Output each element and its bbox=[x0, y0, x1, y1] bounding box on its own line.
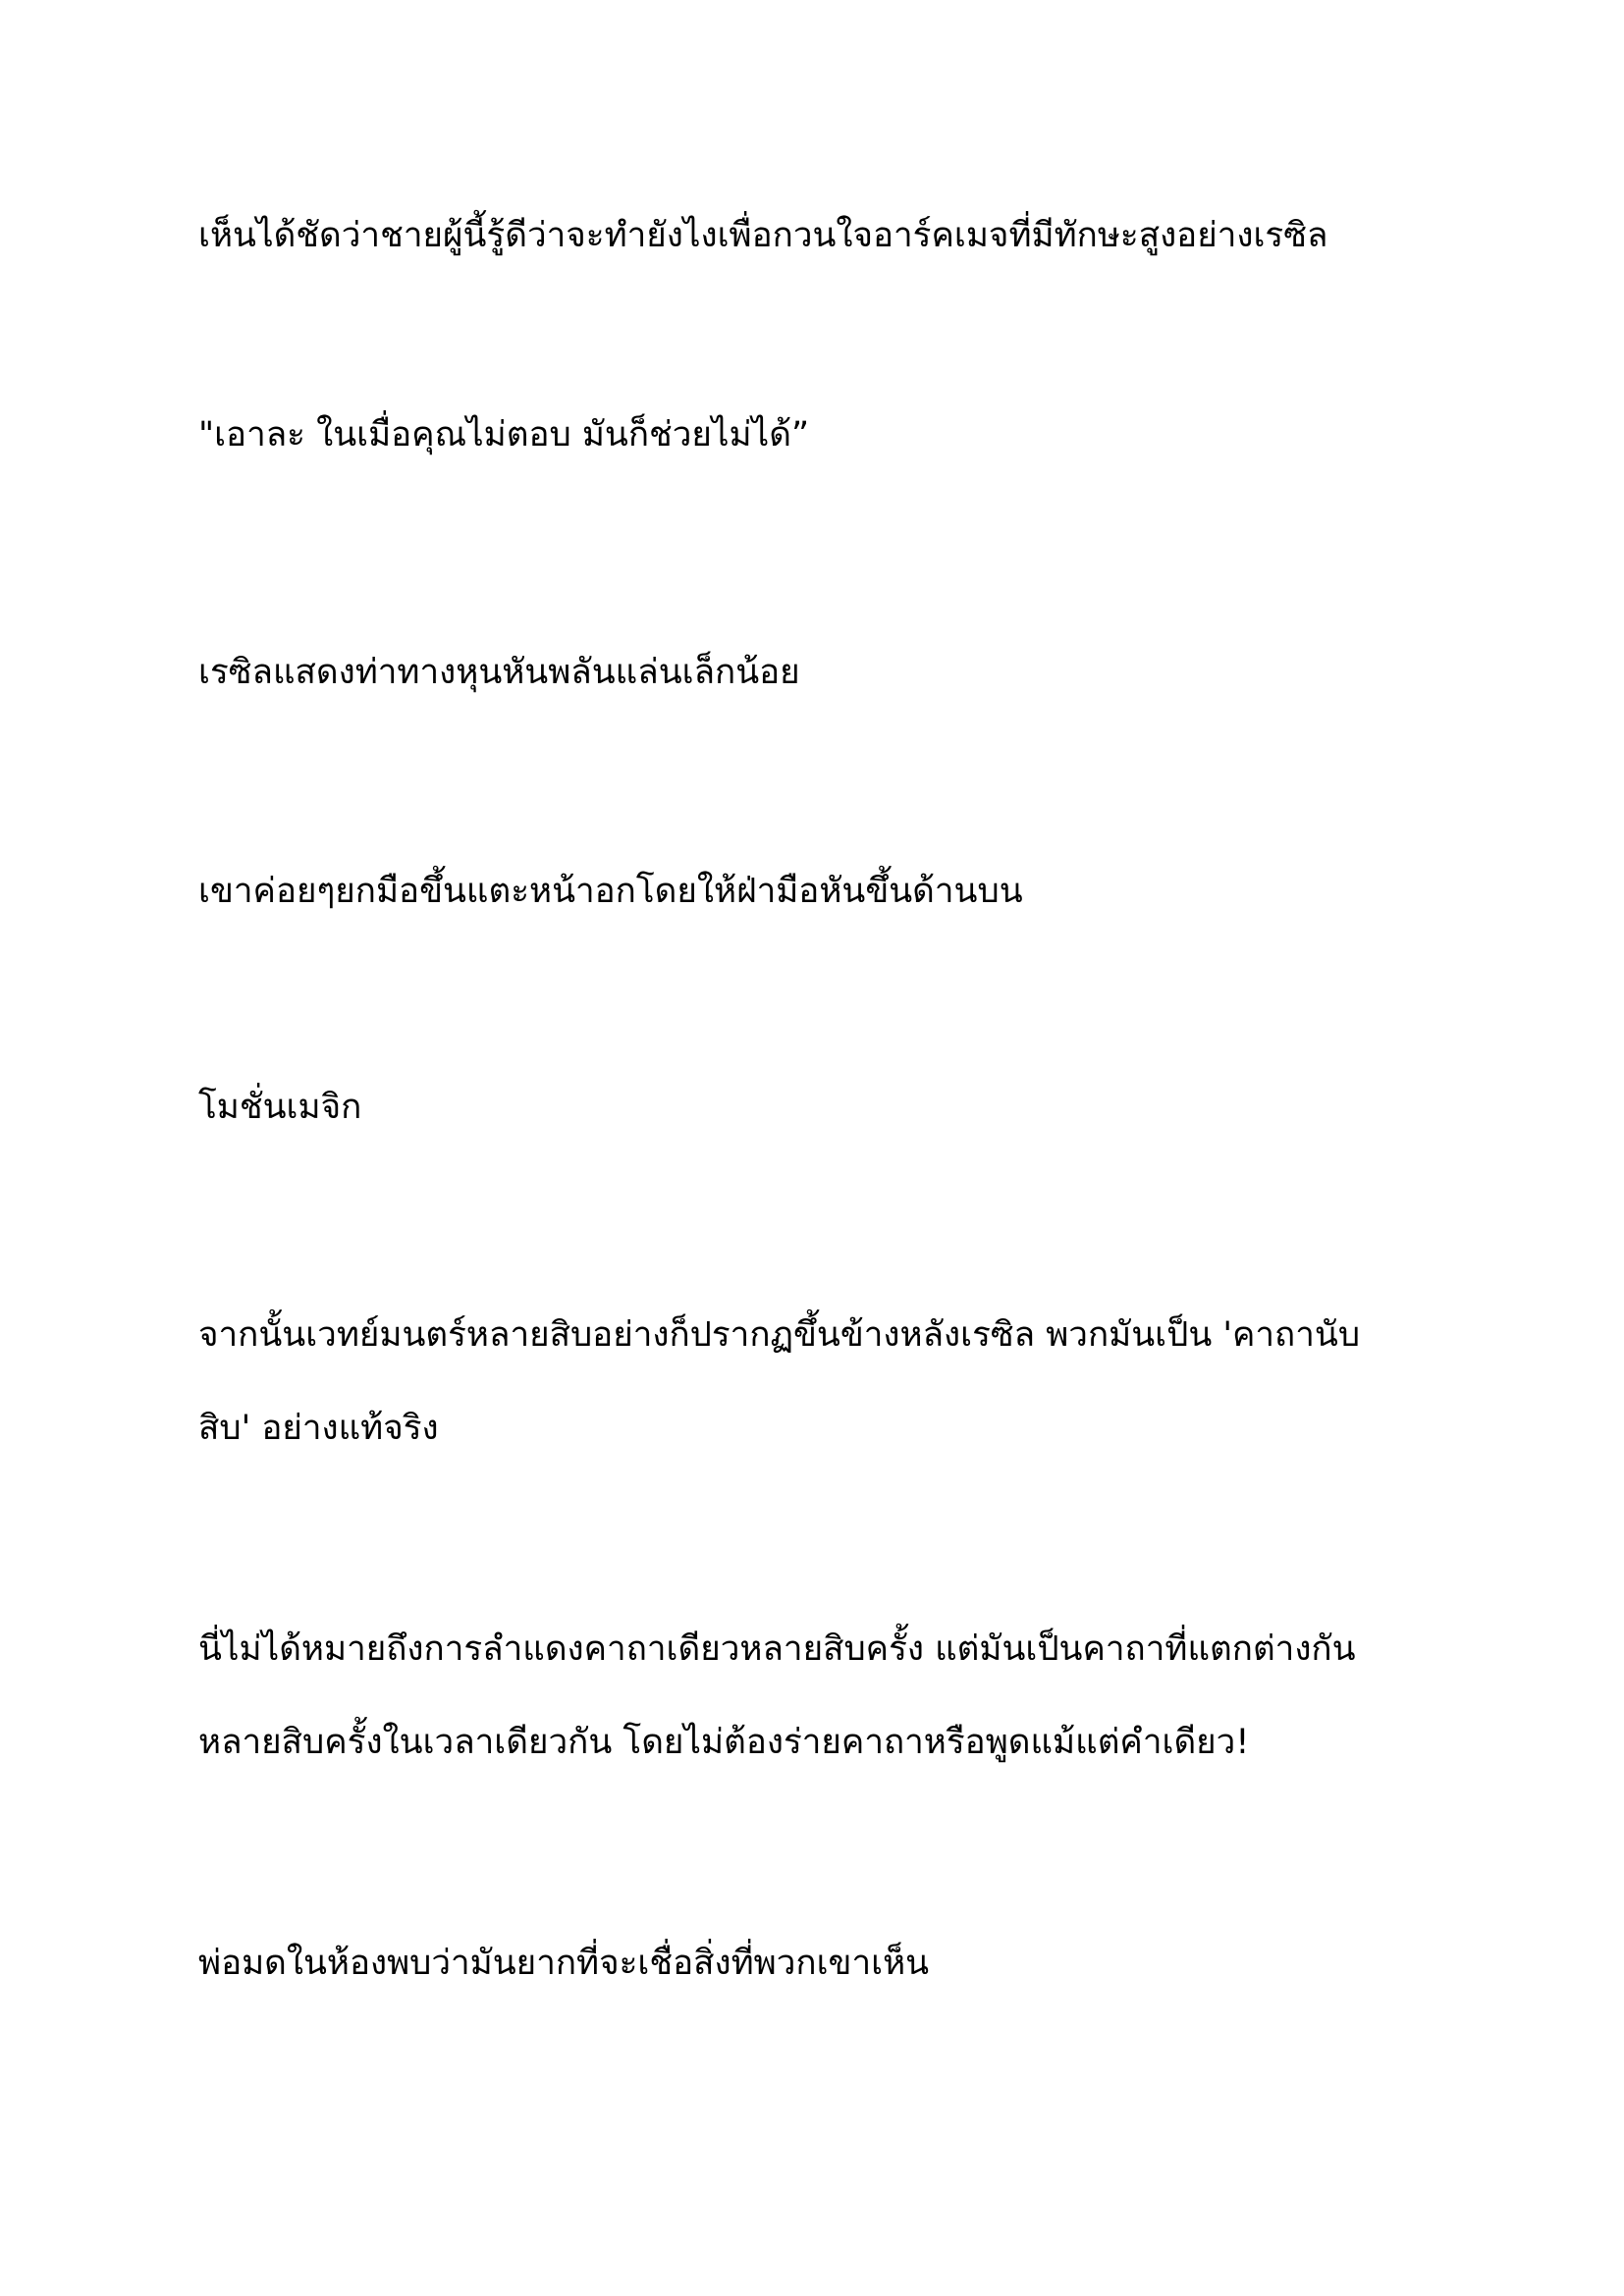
paragraph-6-line-1: จากนั้นเวทย์มนตร์หลายสิบอย่างก็ปรากฏขึ้นข้างหลังเรซิล พวกมันเป็น 'คาถานับ bbox=[198, 1315, 1361, 1355]
paragraph-7-line-1: นี่ไม่ได้หมายถึงการลำแดงคาถาเดียวหลายสิบครั้ง แต่มันเป็นคาถาที่แตกต่างกัน bbox=[198, 1629, 1356, 1669]
paragraph-8-line-1: พ่อมดในห้องพบว่ามันยากที่จะเชื่อสิ่งที่พวกเขาเห็น bbox=[198, 1944, 930, 1983]
paragraph-3-line-1: เรซิลแสดงท่าทางหุนหันพลันแล่นเล็กน้อย bbox=[198, 653, 800, 692]
paragraph-7-line-2: หลายสิบครั้งในเวลาเดียวกัน โดยไม่ต้องร่ายคาถาหรือพูดแม้แต่คำเดียว! bbox=[198, 1723, 1250, 1762]
paragraph-6-line-2: สิบ' อย่างแท้จริง bbox=[198, 1409, 439, 1448]
paragraph-5-line-1: โมชั่นเมจิก bbox=[198, 1088, 362, 1127]
paragraph-1-line-1: เห็นได้ชัดว่าชายผู้นี้รู้ดีว่าจะทำยังไงเพื่อกวนใจอาร์คเมจที่มีทักษะสูงอย่างเรซิล bbox=[198, 216, 1328, 255]
paragraph-2-line-1: "เอาละ ในเมื่อคุณไม่ตอบ มันก็ช่วยไม่ได้” bbox=[198, 415, 810, 454]
paragraph-4-line-1: เขาค่อยๆยกมือขึ้นแตะหน้าอกโดยให้ฝ่ามือหันขึ้นด้านบน bbox=[198, 872, 1023, 911]
